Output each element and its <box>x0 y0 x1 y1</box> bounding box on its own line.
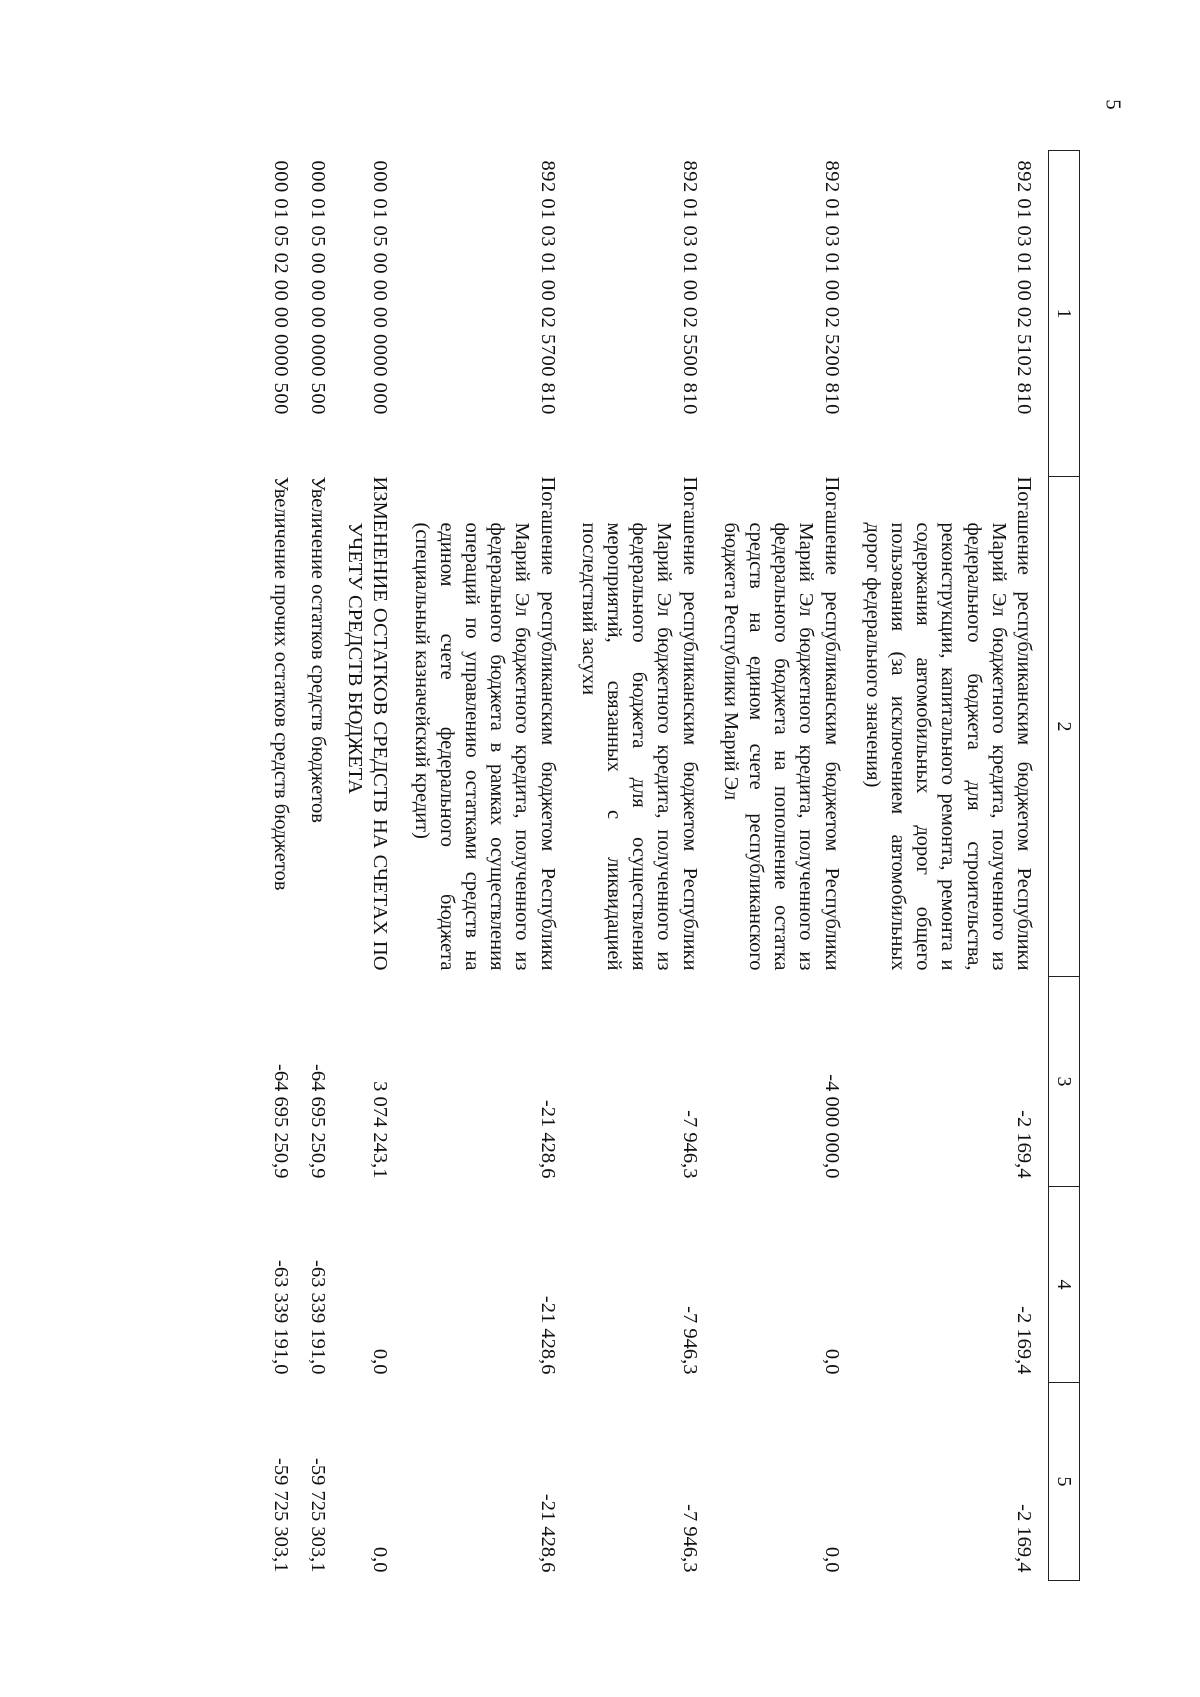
description-cell <box>268 477 305 977</box>
rotated-table-container <box>140 150 1080 1580</box>
description-cell <box>856 477 1049 977</box>
value-col3-cell: -7 946,3 <box>678 1110 701 1179</box>
budget-code-cell: 892 01 03 01 00 02 5200 810 <box>820 160 843 415</box>
value-col4-cell: 0,0 <box>820 1348 843 1375</box>
description-cell <box>305 477 342 977</box>
value-col4-cell: -63 339 191,0 <box>269 1260 292 1375</box>
value-col4-cell: -7 946,3 <box>678 1306 701 1375</box>
value-col5-cell: 0,0 <box>820 1546 843 1573</box>
column-header-4: 4 <box>1049 1187 1080 1383</box>
budget-code-cell: 892 01 03 01 00 02 5102 810 <box>1013 160 1035 415</box>
value-col3-cell: 3 074 243,1 <box>369 1081 392 1179</box>
description-text: Погашение республиканским бюджетом Республики Марий Эл бюджетного кредита, полученного из федерального бюджета на пополнение остатка средств на едином счете республиканского бюджета Республики Марий Эл <box>719 476 843 971</box>
column-header-3: 3 <box>1049 977 1080 1187</box>
table-header-row <box>1049 151 1080 1581</box>
budget-code-cell: 892 01 03 01 00 02 5500 810 <box>678 160 701 415</box>
value-col5-cell: 0,0 <box>369 1546 392 1573</box>
table-row <box>342 151 404 1581</box>
sources-financing-table <box>268 150 1080 1581</box>
table-row <box>714 151 856 1581</box>
value-col5-cell: -59 725 303,1 <box>306 1458 329 1573</box>
description-text: Погашение республиканским бюджетом Республики Марий Эл бюджетного кредита, полученного из федерального бюджета в рамках осуществления операций по управлению остатками средств на едином счете федерального бюджета (специальный казначейский кредит) <box>410 476 559 971</box>
budget-code-cell: 000 01 05 00 00 00 0000 500 <box>306 160 329 415</box>
value-col3-cell: -64 695 250,9 <box>306 1064 329 1179</box>
column-header-2: 2 <box>1049 477 1080 977</box>
value-col5-cell: -7 946,3 <box>678 1504 701 1573</box>
table-row <box>404 151 571 1581</box>
value-col4-cell: -21 428,6 <box>536 1295 559 1375</box>
value-col4-cell: -2 169,4 <box>1013 1306 1035 1375</box>
value-col4-cell: 0,0 <box>369 1348 392 1375</box>
description-text: Погашение республиканским бюджетом Республики Марий Эл бюджетного кредита, полученного из федерального бюджета для строительства, реконструкции, капитального ремонта, ремонта и содержания автомобильных дорог общего пользования (за исключением автомобильных дорог федерального значения) <box>861 476 1035 971</box>
value-col4-cell: -63 339 191,0 <box>306 1260 329 1375</box>
budget-code-cell: 000 01 05 02 00 00 0000 500 <box>269 160 292 415</box>
column-header-1: 1 <box>1049 151 1080 477</box>
value-col3-cell: -64 695 250,9 <box>269 1064 292 1179</box>
description-cell <box>404 477 571 977</box>
value-col5-cell: -59 725 303,1 <box>269 1458 292 1573</box>
description-cell <box>572 477 714 977</box>
column-header-5: 5 <box>1049 1383 1080 1581</box>
description-text: Увеличение прочих остатков средств бюджетов <box>269 476 292 891</box>
description-text: ИЗМЕНЕНИЕ ОСТАТКОВ СРЕДСТВ НА СЧЕТАХ ПО УЧЕТУ СРЕДСТВ БЮДЖЕТА <box>344 476 392 971</box>
budget-code-cell: 000 01 05 00 00 00 0000 000 <box>369 160 392 415</box>
budget-code-cell: 892 01 03 01 00 02 5700 810 <box>536 160 559 415</box>
value-col5-cell: -21 428,6 <box>536 1493 559 1573</box>
description-cell <box>714 477 856 977</box>
value-col3-cell: -21 428,6 <box>536 1099 559 1179</box>
value-col5-cell: -2 169,4 <box>1013 1504 1035 1573</box>
table-row <box>572 151 714 1581</box>
table-row <box>856 151 1049 1581</box>
value-col3-cell: -2 169,4 <box>1013 1110 1035 1179</box>
description-text: Увеличение остатков средств бюджетов <box>306 476 329 823</box>
description-cell <box>342 477 404 977</box>
table-row <box>268 151 305 1581</box>
value-col3-cell: -4 000 000,0 <box>820 1074 843 1179</box>
table-row <box>305 151 342 1581</box>
description-text: Погашение республиканским бюджетом Республики Марий Эл бюджетного кредита, полученного из федерального бюджета для осуществления мероприятий, связанных с ликвидацией последствий засухи <box>577 476 701 971</box>
page-number: 5 <box>1101 99 1126 110</box>
